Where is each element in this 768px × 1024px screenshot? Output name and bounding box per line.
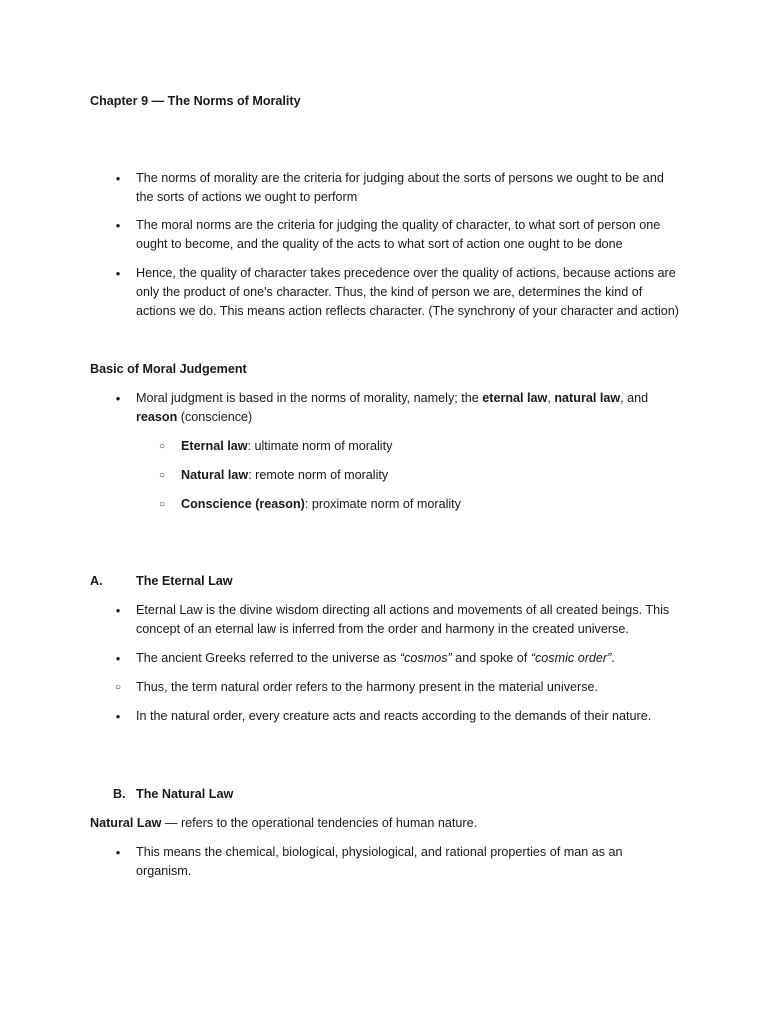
bullet-text: In the natural order, every creature acts and reacts according to the demands of their nature. [136, 709, 652, 723]
bullet-text: The norms of morality are the criteria for judging about the sorts of persons we ought to be and the sorts of actions we ought to perform [136, 171, 664, 204]
bullet-text: Hence, the quality of character takes precedence over the quality of actions, because actions are only the product of one's character. Thus, the kind of person we are, determines the kind of actions we do. This means action reflects character. (The synchrony of your character and action) [136, 266, 679, 318]
bullet-disc-icon: • [115, 603, 121, 618]
bullet-disc-icon: • [115, 171, 121, 186]
bullet-text: The moral norms are the criteria for judging the quality of character, to what sort of person one ought to become, and the quality of the acts to what sort of action one ought to be done [136, 218, 661, 251]
bullet-circle-icon: ○ [158, 441, 166, 452]
bullet-circle-icon: ○ [158, 470, 166, 481]
bullet-circle-icon: ○ [114, 682, 122, 693]
section-letter: A. [90, 574, 103, 588]
section-heading: The Eternal Law [136, 574, 233, 588]
bullet-disc-icon: • [115, 845, 121, 860]
bullet-disc-icon: • [115, 218, 121, 233]
section-letter: B. [113, 787, 126, 801]
bullet-disc-icon: • [115, 709, 121, 724]
bullet-text: This means the chemical, biological, physiological, and rational properties of man as an organism. [136, 845, 623, 878]
bullet-text: Thus, the term natural order refers to the harmony present in the material universe. [136, 680, 598, 694]
definition-text: Natural Law — refers to the operational tendencies of human nature. [90, 816, 478, 830]
chapter-title: Chapter 9 — The Norms of Morality [90, 94, 301, 108]
bullet-text: Natural law: remote norm of morality [181, 468, 389, 482]
bullet-text: The ancient Greeks referred to the universe as “cosmos” and spoke of “cosmic order”. [136, 651, 615, 665]
bullet-text: Conscience (reason): proximate norm of morality [181, 497, 461, 511]
bullet-text: Eternal law: ultimate norm of morality [181, 439, 393, 453]
bullet-disc-icon: • [115, 391, 121, 406]
bullet-disc-icon: • [115, 651, 121, 666]
bullet-circle-icon: ○ [158, 499, 166, 510]
bullet-disc-icon: • [115, 266, 121, 281]
bullet-text: Moral judgment is based in the norms of morality, namely; the eternal law, natural law, and reason (conscience) [136, 391, 649, 424]
bullet-text: Eternal Law is the divine wisdom directing all actions and movements of all created beings. This concept of an eternal law is inferred from the order and harmony in the created universe. [136, 603, 670, 636]
section-heading: The Natural Law [136, 787, 234, 801]
section-heading: Basic of Moral Judgement [90, 362, 247, 376]
